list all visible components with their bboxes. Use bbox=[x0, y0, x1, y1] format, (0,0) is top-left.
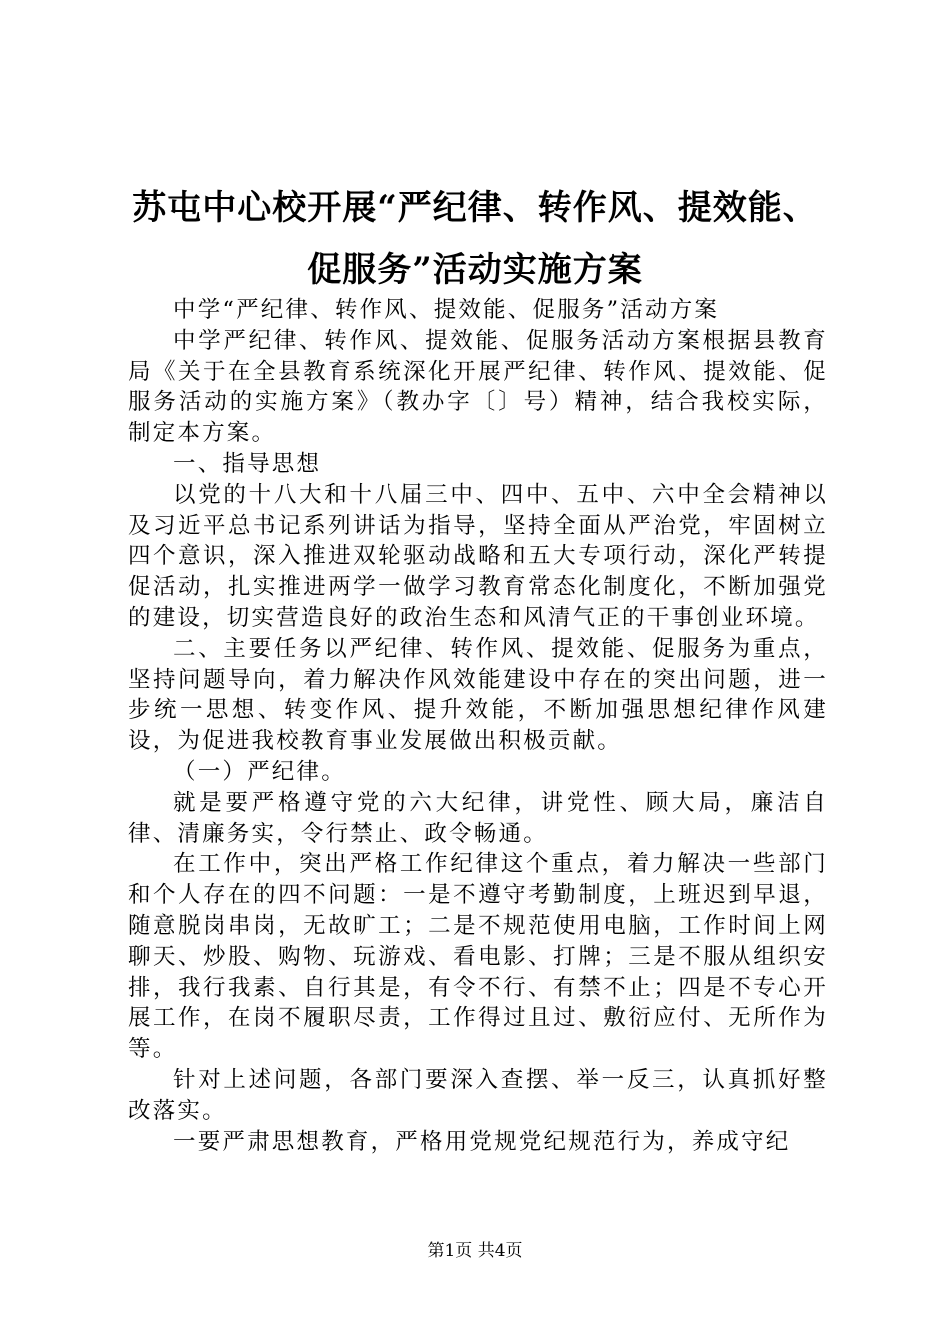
paragraph: 在工作中，突出严格工作纪律这个重点，着力解决一些部门和个人存在的四不问题：一是不遵守考勤制度，上班迟到早退，随意脱岗串岗，无故旷工；二是不规范使用电脑，工作时间上网聊天、炒股、购物、玩游戏、看电影、打牌；三是不服从组织安排，我行我素、自行其是，有令不行、有禁不止；四是不专心开展工作，在岗不履职尽责，工作得过且过、敷衍应付、无所作为等。 bbox=[128, 851, 828, 1063]
section-heading: 一、指导思想 bbox=[173, 450, 322, 477]
paragraph: 以党的十八大和十八届三中、四中、五中、六中全会精神以及习近平总书记系列讲话为指导，坚持全面从严治党，牢固树立四个意识，深入推进双轮驱动战略和五大专项行动，深化严转提促活动，扎实推进两学一做学习教育常态化制度化，不断加强党的建设，切实营造良好的政治生态和风清气正的干事创业环境。 bbox=[128, 481, 828, 631]
paragraph: 一要严肃思想教育，严格用党规党纪规范行为，养成守纪 bbox=[173, 1128, 791, 1155]
document-title-line-1: 苏屯中心校开展“严纪律、转作风、提效能、 bbox=[132, 188, 818, 228]
paragraph: 中学严纪律、转作风、提效能、促服务活动方案根据县教育局《关于在全县教育系统深化开展严纪律、转作风、提效能、促服务活动的实施方案》（教办字〔〕号）精神，结合我校实际，制定本方案。 bbox=[128, 327, 828, 447]
paragraph: 就是要严格遵守党的六大纪律，讲党性、顾大局，廉洁自律、清廉务实，令行禁止、政令畅通。 bbox=[128, 789, 828, 847]
paragraph: 中学“严纪律、转作风、提效能、促服务”活动方案 bbox=[173, 297, 720, 323]
page-footer: 第1页 共4页 bbox=[427, 1241, 523, 1261]
paragraph: 二、主要任务以严纪律、转作风、提效能、促服务为重点，坚持问题导向，着力解决作风效能建设中存在的突出问题，进一步统一思想、转变作风、提升效能，不断加强思想纪律作风建设，为促进我校教育事业发展做出积极贡献。 bbox=[128, 635, 828, 755]
document-title-line-2: 促服务”活动实施方案 bbox=[307, 250, 643, 290]
subsection-heading: （一）严纪律。 bbox=[173, 758, 346, 785]
paragraph: 针对上述问题，各部门要深入查摆、举一反三，认真抓好整改落实。 bbox=[128, 1066, 828, 1124]
document-body bbox=[128, 295, 828, 1157]
